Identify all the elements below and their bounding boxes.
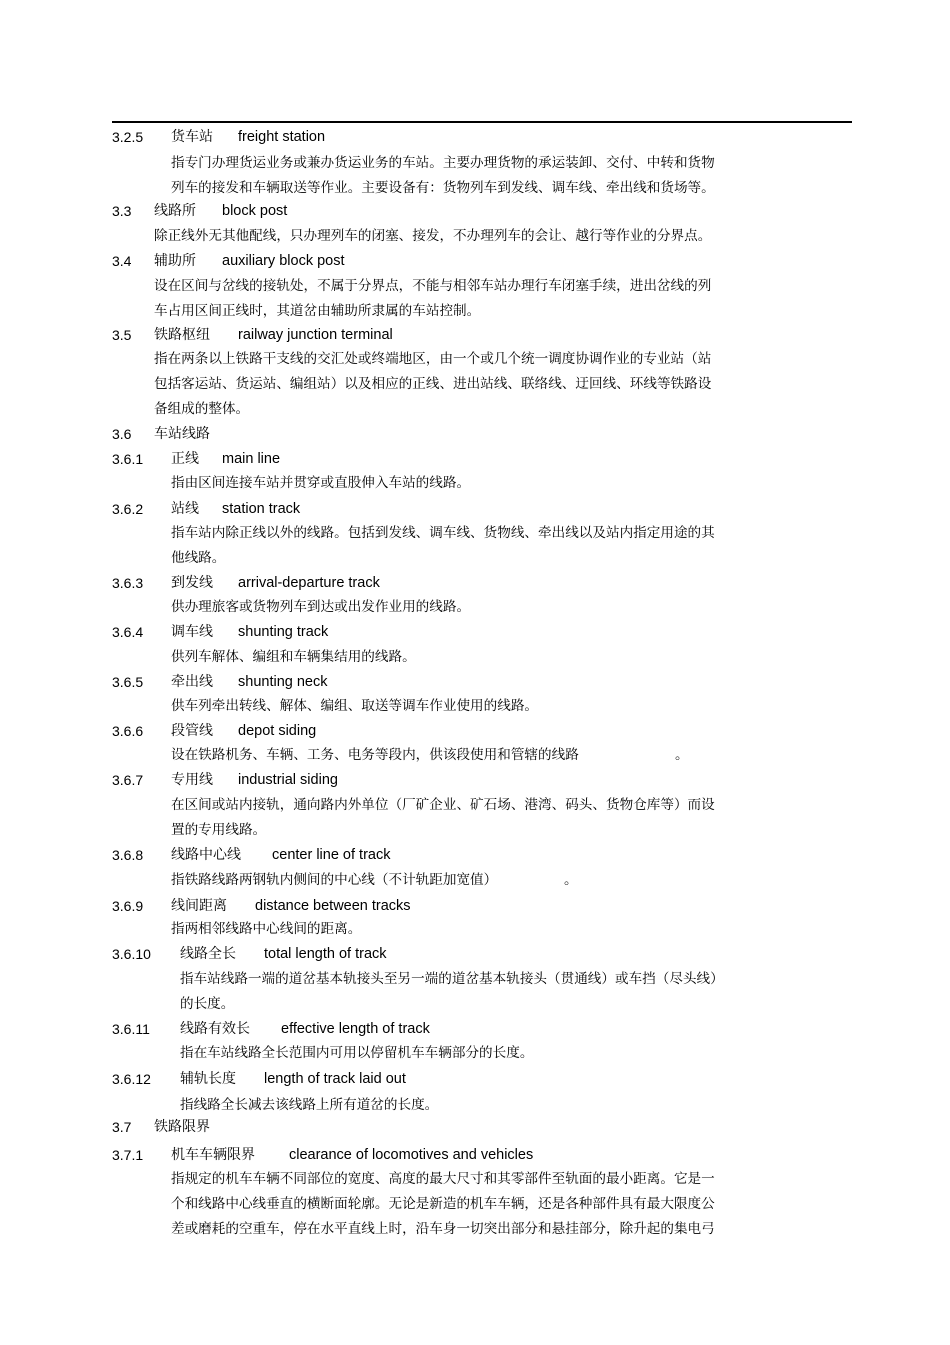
definition-text: 指两相邻线路中心线间的距离。 bbox=[171, 921, 362, 937]
definition-text: 指线路全长减去该线路上所有道岔的长度。 bbox=[180, 1097, 439, 1113]
definition-text: 车占用区间正线时，其道岔由辅助所隶属的车站控制。 bbox=[154, 303, 481, 319]
entry-term-cn: 段管线 bbox=[171, 723, 213, 739]
entry-term-en: clearance of locomotives and vehicles bbox=[289, 1147, 534, 1163]
definition-text: 指规定的机车车辆不同部位的宽度、高度的最大尺寸和其零部件至轨面的最小距离。它是一 bbox=[171, 1171, 715, 1187]
section-heading bbox=[112, 1117, 812, 1137]
entry-heading bbox=[112, 1019, 812, 1039]
entry-term-cn: 线路所 bbox=[154, 203, 196, 219]
entry-term-cn: 正线 bbox=[171, 451, 199, 467]
entry-number: 3.6.1 bbox=[112, 451, 144, 467]
entry-heading bbox=[112, 449, 812, 469]
entry-number: 3.6.11 bbox=[112, 1021, 150, 1037]
entry-term-en: main line bbox=[222, 451, 281, 467]
entry-heading bbox=[112, 721, 812, 741]
definition-text: 包括客运站、货运站、编组站）以及相应的正线、进出站线、联络线、迂回线、环线等铁路设 bbox=[154, 376, 712, 392]
entry-heading bbox=[112, 944, 812, 964]
definition-text: 列车的接发和车辆取送等作业。主要设备有：货物列车到发线、调车线、牵出线和货场等。 bbox=[171, 180, 715, 196]
entry-number: 3.4 bbox=[112, 253, 132, 269]
entry-heading bbox=[112, 845, 812, 865]
entry-term-cn: 车站线路 bbox=[154, 426, 210, 442]
entry-term-en: freight station bbox=[238, 129, 326, 145]
definition-text: 供车列牵出转线、解体、编组、取送等调车作业使用的线路。 bbox=[171, 698, 539, 714]
entry-term-cn: 线路有效长 bbox=[180, 1021, 250, 1037]
entry-heading bbox=[112, 573, 812, 593]
definition-text: 供办理旅客或货物列车到达或出发作业用的线路。 bbox=[171, 599, 471, 615]
definition-text: 在区间或站内接轨，通向路内外单位（厂矿企业、矿石场、港湾、码头、货物仓库等）而设 bbox=[171, 797, 715, 813]
entry-number: 3.6.7 bbox=[112, 772, 144, 788]
entry-heading bbox=[112, 127, 812, 147]
entry-term-cn: 线间距离 bbox=[171, 898, 227, 914]
entry-heading bbox=[112, 672, 812, 692]
definition-text: 差或磨耗的空重车，停在水平直线上时，沿车身一切突出部分和悬挂部分，除升起的集电弓 bbox=[171, 1221, 715, 1237]
entry-term-cn: 铁路枢纽 bbox=[154, 327, 210, 343]
section-heading bbox=[112, 424, 812, 444]
entry-number: 3.6.10 bbox=[112, 946, 151, 962]
entry-number: 3.6.9 bbox=[112, 898, 144, 914]
trailing-period: 。 bbox=[675, 747, 689, 763]
entry-term-en: shunting track bbox=[238, 624, 329, 640]
definition-text: 指铁路线路两钢轨内侧间的中心线（不计轨距加宽值） bbox=[171, 872, 498, 888]
entry-term-en: center line of track bbox=[272, 847, 391, 863]
entry-number: 3.6.12 bbox=[112, 1071, 151, 1087]
entry-heading bbox=[112, 622, 812, 642]
entry-term-en: block post bbox=[222, 203, 288, 219]
entry-number: 3.6.3 bbox=[112, 575, 144, 591]
definition-text: 指在两条以上铁路干支线的交汇处或终端地区，由一个或几个统一调度协调作业的专业站（站 bbox=[154, 351, 712, 367]
entry-number: 3.7.1 bbox=[112, 1147, 144, 1163]
definition-text: 的长度。 bbox=[180, 996, 235, 1012]
entry-number: 3.7 bbox=[112, 1119, 132, 1135]
entry-number: 3.6.6 bbox=[112, 723, 144, 739]
entry-term-cn: 线路中心线 bbox=[171, 847, 241, 863]
entry-term-cn: 铁路限界 bbox=[154, 1119, 210, 1135]
entry-term-en: industrial siding bbox=[238, 772, 338, 788]
entry-term-en: distance between tracks bbox=[255, 898, 411, 914]
definition-text: 指在车站线路全长范围内可用以停留机车车辆部分的长度。 bbox=[180, 1045, 534, 1061]
entry-term-en: auxiliary block post bbox=[222, 253, 345, 269]
entry-term-en: total length of track bbox=[264, 946, 387, 962]
definition-text: 备组成的整体。 bbox=[154, 401, 250, 417]
entry-term-cn: 专用线 bbox=[171, 772, 213, 788]
entry-term-cn: 辅助所 bbox=[154, 253, 196, 269]
entry-term-cn: 线路全长 bbox=[180, 946, 236, 962]
entry-term-en: railway junction terminal bbox=[238, 327, 393, 343]
entry-heading bbox=[112, 770, 812, 790]
definition-text: 除正线外无其他配线，只办理列车的闭塞、接发，不办理列车的会让、越行等作业的分界点。 bbox=[154, 228, 712, 244]
entry-number: 3.6.8 bbox=[112, 847, 144, 863]
entry-term-cn: 到发线 bbox=[171, 575, 213, 591]
definition-text: 设在区间与岔线的接轨处，不属于分界点，不能与相邻车站办理行车闭塞手续，进出岔线的列 bbox=[154, 278, 712, 294]
definition-text: 设在铁路机务、车辆、工务、电务等段内，供该段使用和管辖的线路 bbox=[171, 747, 579, 763]
entry-number: 3.6.5 bbox=[112, 674, 144, 690]
entry-heading bbox=[112, 1069, 812, 1089]
definition-text: 个和线路中心线垂直的横断面轮廓。无论是新造的机车车辆，还是各种部件具有最大限度公 bbox=[171, 1196, 715, 1212]
definition-text: 指车站内除正线以外的线路。包括到发线、调车线、货物线、牵出线以及站内指定用途的其 bbox=[171, 525, 715, 541]
entry-term-en: shunting neck bbox=[238, 674, 328, 690]
entry-heading bbox=[112, 201, 812, 221]
entry-term-en: depot siding bbox=[238, 723, 317, 739]
entry-term-cn: 辅轨长度 bbox=[180, 1071, 236, 1087]
entry-term-cn: 机车车辆限界 bbox=[171, 1147, 255, 1163]
definition-text: 指由区间连接车站并贯穿或直股伸入车站的线路。 bbox=[171, 475, 471, 491]
entry-number: 3.2.5 bbox=[112, 129, 144, 145]
entry-term-en: arrival-departure track bbox=[238, 575, 380, 591]
definition-text: 置的专用线路。 bbox=[171, 822, 267, 838]
entry-term-en: station track bbox=[222, 501, 301, 517]
entry-number: 3.5 bbox=[112, 327, 132, 343]
entry-heading bbox=[112, 325, 812, 345]
definition-text: 他线路。 bbox=[171, 550, 226, 566]
entry-number: 3.3 bbox=[112, 203, 132, 219]
entry-heading bbox=[112, 896, 812, 916]
entry-heading bbox=[112, 251, 812, 271]
entry-heading bbox=[112, 1145, 812, 1165]
entry-term-cn: 调车线 bbox=[171, 624, 213, 640]
entry-number: 3.6.4 bbox=[112, 624, 144, 640]
header-rule bbox=[112, 121, 852, 123]
entry-term-en: effective length of track bbox=[281, 1021, 430, 1037]
entry-term-cn: 货车站 bbox=[171, 129, 213, 145]
definition-text: 指车站线路一端的道岔基本轨接头至另一端的道岔基本轨接头（贯通线）或车挡（尽头线） bbox=[180, 971, 724, 987]
entry-number: 3.6 bbox=[112, 426, 132, 442]
entry-term-cn: 牵出线 bbox=[171, 674, 213, 690]
entry-number: 3.6.2 bbox=[112, 501, 144, 517]
entry-heading bbox=[112, 499, 812, 519]
entry-term-en: length of track laid out bbox=[264, 1071, 406, 1087]
entry-term-cn: 站线 bbox=[171, 501, 199, 517]
trailing-period: 。 bbox=[564, 872, 578, 888]
definition-text: 指专门办理货运业务或兼办货运业务的车站。主要办理货物的承运装卸、交付、中转和货物 bbox=[171, 155, 715, 171]
definition-text: 供列车解体、编组和车辆集结用的线路。 bbox=[171, 649, 416, 665]
